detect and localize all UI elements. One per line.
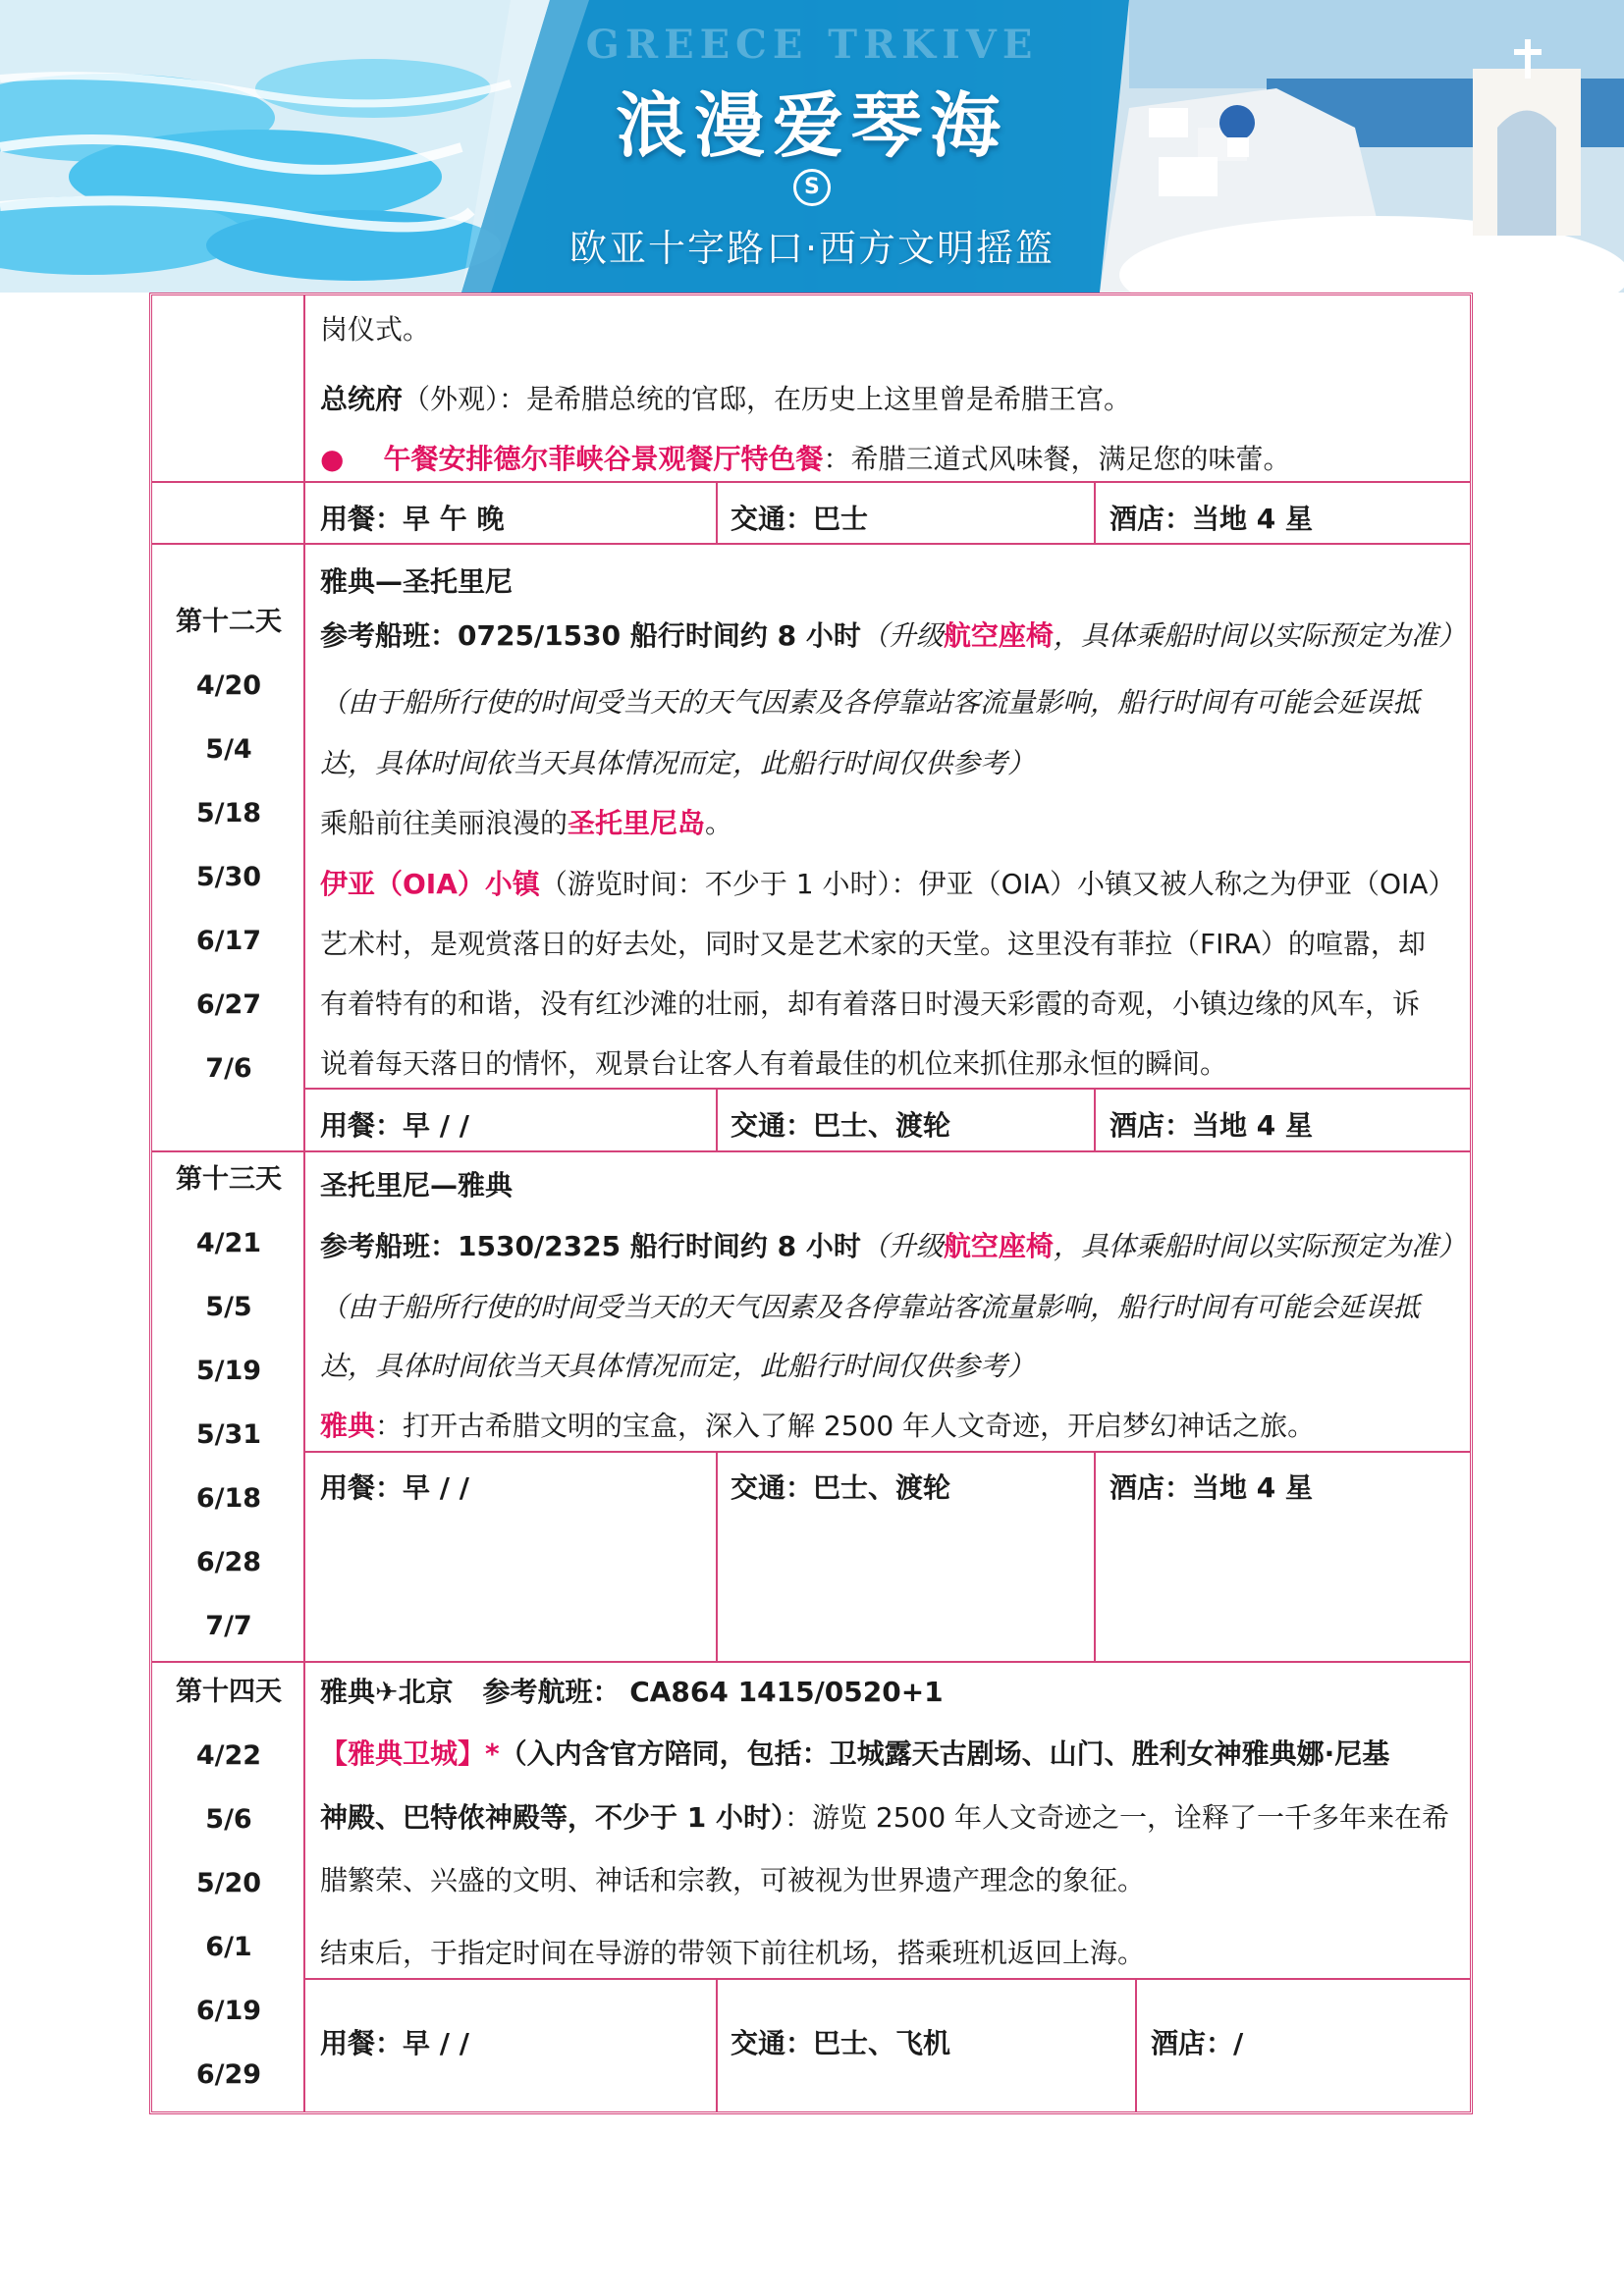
hotel-info: 酒店：当地 4 星 [1110, 1109, 1313, 1142]
date-item: 6/1 [205, 1932, 252, 1962]
text-line: 乘船前往美丽浪漫的圣托里尼岛。 [320, 807, 733, 839]
route-title: 圣托里尼—雅典 [320, 1169, 514, 1201]
row-divider [152, 543, 304, 545]
hotel-info: 酒店：当地 4 星 [1110, 503, 1313, 535]
oia-line: 说着每天落日的情怀，观景台让客人有着最佳的机位来抓住那永恒的瞬间。 [320, 1047, 1228, 1080]
day-label-col [154, 1673, 303, 2119]
date-item: 5/18 [195, 798, 262, 828]
transport-info: 交通：巴士、渡轮 [731, 1471, 951, 1504]
oia-line: 伊亚（OIA）小镇（游览时间：不少于 1 小时）：伊亚（OIA）小镇又被人称之为伊亚（OIA） [320, 868, 1456, 900]
date-item: 5/20 [195, 1868, 262, 1898]
oia-line: 有着特有的和谐，没有红沙滩的壮丽，却有着落日时漫天彩霞的奇观，小镇边缘的风车，诉 [320, 988, 1421, 1020]
row-divider [304, 543, 1470, 545]
bullet-icon: ● [320, 443, 345, 475]
acropolis-line: 神殿、巴特侬神殿等，不少于 1 小时）：游览 2500 年人文奇迹之一，诠释了一千多年来在希 [320, 1801, 1450, 1834]
banner-subtitle: 欧亚十字路口·西方文明摇篮 [568, 227, 1056, 270]
meal-info: 用餐：早 / / [320, 1471, 469, 1504]
ship-line: 参考船班：0725/1530 船行时间约 8 小时（升级航空座椅，具体乘船时间以实际预定为准） [320, 619, 1466, 652]
row-divider [304, 1978, 1470, 1980]
date-item: 5/5 [205, 1292, 252, 1322]
date-item: 5/30 [195, 862, 262, 892]
ship-note: （由于船所行使的时间受当天的天气因素及各停靠站客流量影响，船行时间有可能会延误抵 [320, 686, 1421, 719]
hotel-info: 酒店：当地 4 星 [1110, 1471, 1313, 1504]
column-divider [1094, 481, 1096, 543]
column-divider [716, 481, 718, 543]
date-item: 6/29 [195, 2059, 262, 2090]
row-divider [304, 1451, 1470, 1453]
acropolis-line: 【雅典卫城】*（入内含官方陪同，包括：卫城露天古剧场、山门、胜利女神雅典娜·尼基 [320, 1737, 1390, 1770]
header-banner [0, 0, 1624, 293]
row-divider [152, 1150, 1470, 1152]
ship-line: 参考船班：1530/2325 船行时间约 8 小时（升级航空座椅，具体乘船时间以实际预定为准） [320, 1230, 1466, 1262]
athens-line: 雅典：打开古希腊文明的宝盒，深入了解 2500 年人文奇迹，开启梦幻神话之旅。 [320, 1410, 1316, 1442]
date-item: 5/4 [205, 734, 252, 765]
meal-info: 用餐：早 / / [320, 1109, 469, 1142]
meal-info: 用餐：早 午 晚 [320, 503, 505, 535]
date-item: 7/6 [205, 1053, 252, 1084]
column-divider [1094, 1088, 1096, 1150]
ship-note: （由于船所行使的时间受当天的天气因素及各停靠站客流量影响，船行时间有可能会延误抵 [320, 1291, 1421, 1323]
column-divider [716, 1088, 718, 1150]
day-label-col [154, 603, 303, 1113]
column-divider [1094, 1451, 1096, 1661]
date-item: 5/6 [205, 1804, 252, 1835]
date-item: 6/27 [195, 989, 262, 1020]
banner-logo-icon: S [793, 169, 831, 206]
row-divider [152, 1661, 1470, 1663]
text-line: 总统府（外观）：是希腊总统的官邸，在历史上这里曾是希腊王宫。 [320, 383, 1132, 415]
date-item: 4/20 [195, 670, 262, 701]
banner-english-title: GREECE TRKIVE [585, 22, 1039, 68]
column-divider [716, 1451, 718, 1661]
day-label-col [154, 1160, 303, 1671]
date-item: 6/17 [195, 926, 262, 956]
route-title: 雅典—圣托里尼 [320, 565, 514, 598]
date-item: 6/28 [195, 1547, 262, 1577]
date-item: 7/7 [205, 1611, 252, 1641]
date-item: 4/21 [195, 1228, 262, 1258]
banner-title: 浪漫爱琴海 [615, 84, 1008, 167]
transport-info: 交通：巴士、飞机 [731, 2027, 951, 2059]
meal-info: 用餐：早 / / [320, 2027, 469, 2059]
column-divider [716, 1978, 718, 2111]
date-item: 5/31 [195, 1419, 262, 1450]
text-line: 结束后，于指定时间在导游的带领下前往机场，搭乘班机返回上海。 [320, 1937, 1146, 1969]
date-item: 4/22 [195, 1740, 262, 1771]
lunch-line: ● 午餐安排德尔菲峡谷景观餐厅特色餐：希腊三道式风味餐，满足您的味蕾。 [320, 443, 1291, 475]
day-label: 第十四天 [176, 1677, 282, 1707]
row-divider [152, 481, 1470, 483]
acropolis-line: 腊繁荣、兴盛的文明、神话和宗教，可被视为世界遗产理念的象征。 [320, 1864, 1146, 1896]
column-divider [303, 295, 305, 2111]
row-divider [304, 1088, 1470, 1090]
transport-info: 交通：巴士、渡轮 [731, 1109, 951, 1142]
date-item: 6/19 [195, 1996, 262, 2026]
day-label: 第十三天 [176, 1164, 282, 1195]
day-label: 第十二天 [176, 607, 282, 637]
date-item: 5/19 [195, 1356, 262, 1386]
oia-line: 艺术村，是观赏落日的好去处，同时又是艺术家的天堂。这里没有菲拉（FIRA）的喧嚣，却 [320, 928, 1426, 960]
ship-note: 达，具体时间依当天具体情况而定，此船行时间仅供参考） [320, 747, 1036, 779]
hotel-info: 酒店：/ [1151, 2027, 1244, 2059]
text-line: 岗仪式。 [320, 313, 431, 346]
ship-note: 达，具体时间依当天具体情况而定，此船行时间仅供参考） [320, 1350, 1036, 1382]
route-title: 雅典✈北京 参考航班： CA864 1415/0520+1 [320, 1676, 944, 1708]
column-divider [1135, 1978, 1137, 2111]
transport-info: 交通：巴士 [731, 503, 869, 535]
date-item: 6/18 [195, 1483, 262, 1514]
